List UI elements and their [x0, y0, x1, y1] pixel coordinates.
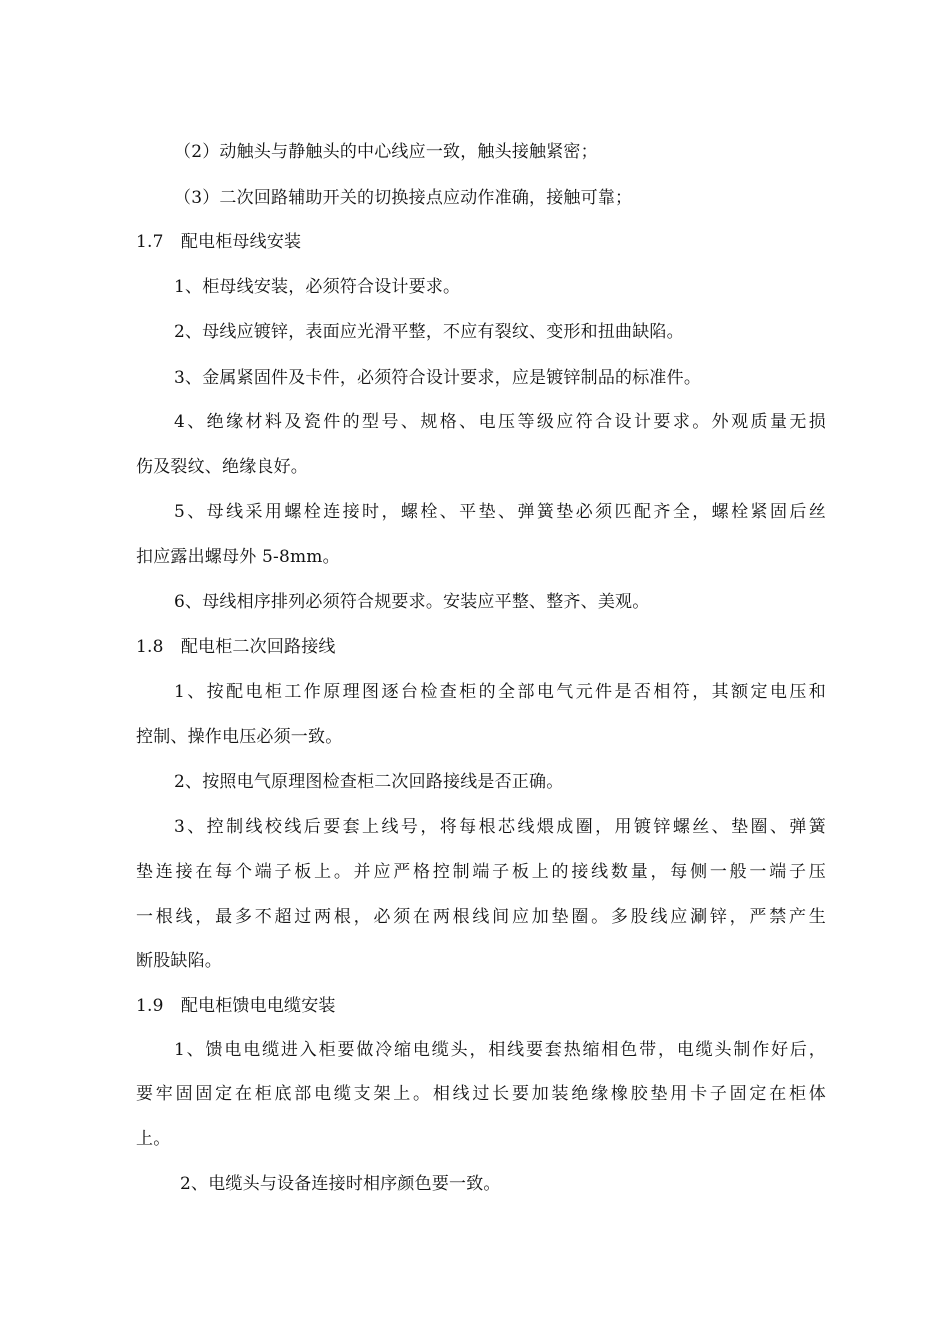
text-line-17: 垫连接在每个端子板上。并应严格控制端子板上的接线数量，每侧一般一端子压	[136, 862, 826, 882]
text-line-9: 5、母线采用螺栓连接时，螺栓、平垫、弹簧垫必须匹配齐全，螺栓紧固后丝	[174, 502, 826, 522]
text-line-13: 1、按配电柜工作原理图逐台检查柜的全部电气元件是否相符，其额定电压和	[174, 682, 826, 702]
text-line-19: 断股缺陷。	[136, 951, 222, 971]
section-heading-1-8: 1.8 配电柜二次回路接线	[136, 637, 336, 657]
text-line-1: （2）动触头与静触头的中心线应一致，触头接触紧密；	[174, 142, 598, 162]
section-heading-1-9: 1.9 配电柜馈电电缆安装	[136, 996, 336, 1016]
text-line-6: 3、金属紧固件及卡件，必须符合设计要求，应是镀锌制品的标准件。	[174, 368, 702, 388]
section-heading-1-7: 1.7 配电柜母线安装	[136, 232, 302, 252]
text-line-22: 要牢固固定在柜底部电缆支架上。相线过长要加装绝缘橡胶垫用卡子固定在柜体	[136, 1084, 826, 1104]
text-line-18: 一根线，最多不超过两根，必须在两根线间应加垫圈。多股线应涮锌，严禁产生	[136, 907, 826, 927]
text-line-7: 4、绝缘材料及瓷件的型号、规格、电压等级应符合设计要求。外观质量无损	[174, 412, 826, 432]
text-line-21: 1、馈电电缆进入柜要做冷缩电缆头，相线要套热缩相色带，电缆头制作好后，	[174, 1040, 826, 1060]
text-line-8: 伤及裂纹、绝缘良好。	[136, 457, 308, 477]
text-line-14: 控制、操作电压必须一致。	[136, 727, 343, 747]
text-line-23: 上。	[136, 1129, 171, 1149]
text-line-10: 扣应露出螺母外 5-8mm。	[136, 547, 340, 567]
text-line-4: 1、柜母线安装，必须符合设计要求。	[174, 277, 461, 297]
text-line-24: 2、电缆头与设备连接时相序颜色要一致。	[180, 1174, 501, 1194]
text-line-15: 2、按照电气原理图检查柜二次回路接线是否正确。	[174, 772, 564, 792]
text-line-16: 3、控制线校线后要套上线号，将每根芯线煨成圈，用镀锌螺丝、垫圈、弹簧	[174, 817, 826, 837]
text-line-2: （3）二次回路辅助开关的切换接点应动作准确，接触可靠；	[174, 188, 633, 208]
text-line-11: 6、母线相序排列必须符合规要求。安装应平整、整齐、美观。	[174, 592, 650, 612]
text-line-5: 2、母线应镀锌，表面应光滑平整，不应有裂纹、变形和扭曲缺陷。	[174, 322, 684, 342]
